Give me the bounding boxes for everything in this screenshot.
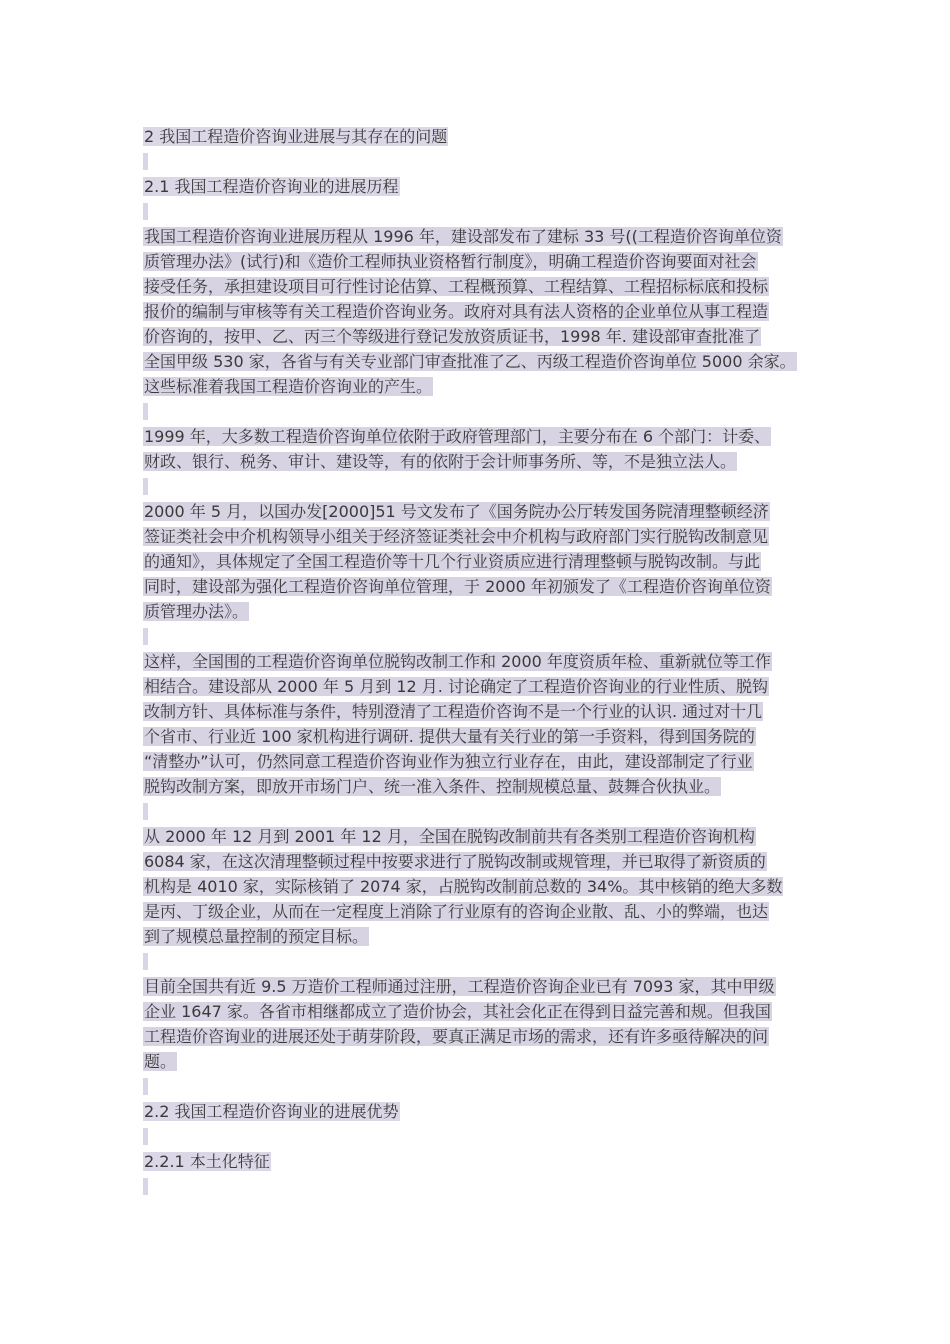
paragraph-current-status: 目前全国共有近 9.5 万造价工程师通过注册，工程造价咨询企业已有 7093 家，其中甲级 企业 1647 家。各省市相继都成立了造价协会，其社会化正在得到日益完善和规。但我国 工程造价咨询业的进展还处于萌芽阶段，要真正满足市场的需求，还有许多亟待解决的问 题。 xyxy=(144,977,775,1071)
paragraph-marker xyxy=(143,624,823,649)
section-heading-2: 2 我国工程造价咨询业进展与其存在的问题 xyxy=(144,127,448,146)
paragraph-marker xyxy=(143,149,823,174)
paragraph-2000-2001: 从 2000 年 12 月到 2001 年 12 月，全国在脱钩改制前共有各类别工程造价咨询机构 6084 家，在这次清理整顿过程中按要求进行了脱钩改制或规管理，并已取得了新资质的 机构是 4010 家，实际核销了 2074 家，占脱钩改制前总数的 34%。其中核销的绝大多数 是丙、丁级企业，从而在一定程度上消除了行业原有的咨询企业散、乱、小的弊端，也达 到了规模总量控制的预定目标。 xyxy=(144,827,783,946)
section-heading-2-2: 2.2 我国工程造价咨询业的进展优势 xyxy=(144,1102,399,1121)
paragraph-history-1996: 我国工程造价咨询业进展历程从 1996 年，建设部发布了建标 33 号((工程造价咨询单位资 质管理办法》(试行)和《造价工程师执业资格暂行制度》，明确工程造价咨询要面对社会 接受任务，承担建设项目可行性讨论估算、工程概预算、工程结算、工程招标标底和投标 报价的编制与审核等有关工程造价咨询业务。政府对具有法人资格的企业单位从事工程造 价咨询的，按甲、乙、丙三个等级进行登记发放资质证书，1998 年. 建设部审查批准了 全国甲级 530 家，各省与有关专业部门审查批准了乙、丙级工程造价咨询单位 5000 余家。 这些标准着我国工程造价咨询业的产生。 xyxy=(144,227,796,396)
paragraph-marker xyxy=(143,1124,823,1149)
paragraph-marker xyxy=(143,1174,823,1199)
paragraph-marker xyxy=(143,949,823,974)
paragraph-1999: 1999 年，大多数工程造价咨询单位依附于政府管理部门，主要分布在 6 个部门：计委、 财政、银行、税务、审计、建设等，有的依附于会计师事务所、等，不是独立法人。 xyxy=(144,427,771,471)
paragraph-marker xyxy=(143,1074,823,1099)
paragraph-marker xyxy=(143,199,823,224)
document-page xyxy=(143,124,823,1199)
paragraph-marker xyxy=(143,474,823,499)
paragraph-marker xyxy=(143,799,823,824)
paragraph-2000-may: 2000 年 5 月，以国办发[2000]51 号文发布了《国务院办公厅转发国务院清理整顿经济 签证类社会中介机构领导小组关于经济签证类社会中介机构与政府部门实行脱钩改制意见 的通知》，具体规定了全国工程造价等十几个行业资质应进行清理整顿与脱钩改制。与此 同时，建设部为强化工程造价咨询单位管理，于 2000 年初颁发了《工程造价咨询单位资 质管理办法》。 xyxy=(144,502,771,621)
paragraph-marker xyxy=(143,399,823,424)
section-heading-2-1: 2.1 我国工程造价咨询业的进展历程 xyxy=(144,177,399,196)
section-heading-2-2-1: 2.2.1 本土化特征 xyxy=(144,1152,270,1171)
paragraph-decoupling: 这样，全国围的工程造价咨询单位脱钩改制工作和 2000 年度资质年检、重新就位等工作 相结合。建设部从 2000 年 5 月到 12 月. 讨论确定了工程造价咨询业的行业性质、脱钩 改制方针、具体标准与条件，特别澄清了工程造价咨询不是一个行业的认识. 通过对十几 个省市、行业近 100 家机构进行调研. 提供大量有关行业的第一手资料，得到国务院的 “清整办”认可，仍然同意工程造价咨询业作为独立行业存在，由此，建设部制定了行业 脱钩改制方案，即放开市场门户、统一准入条件、控制规模总量、鼓舞合伙执业。 xyxy=(144,652,771,796)
